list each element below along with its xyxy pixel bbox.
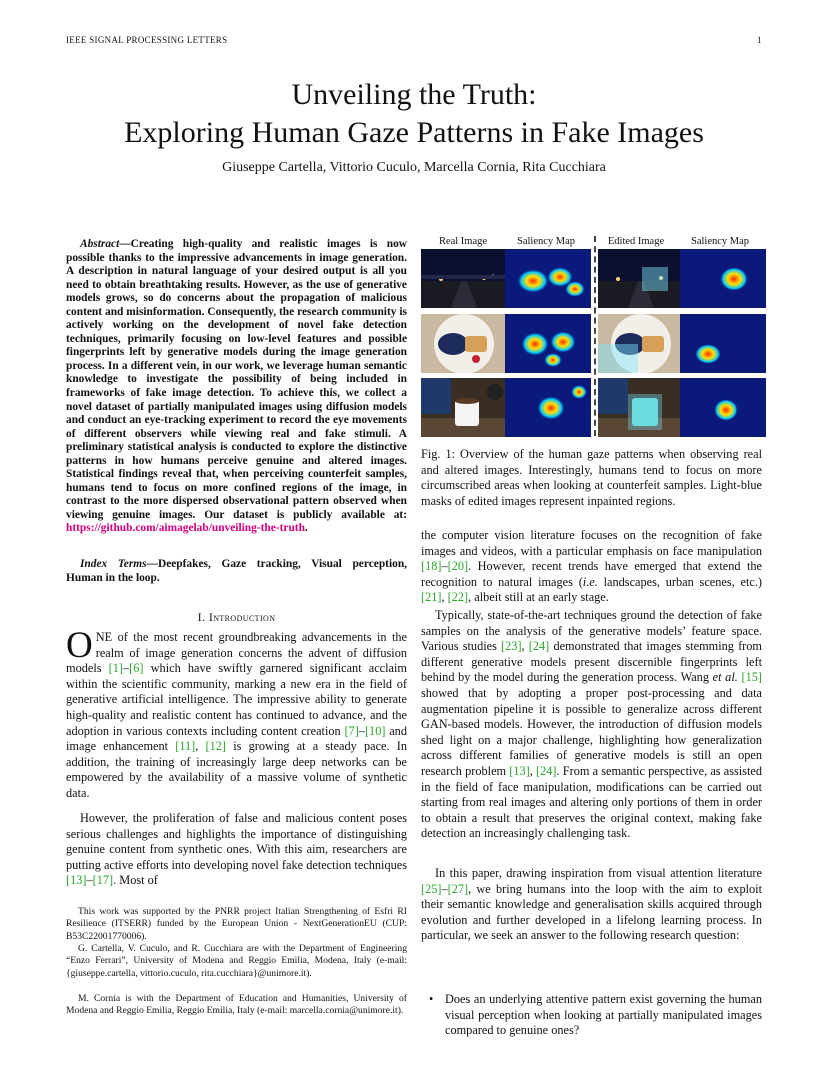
section-title: Introduction xyxy=(208,610,276,624)
page-number: 1 xyxy=(757,35,762,45)
author-list: Giuseppe Cartella, Vittorio Cuculo, Marcella Cornia, Rita Cucchiara xyxy=(222,160,606,175)
citation[interactable]: [18] xyxy=(421,559,442,574)
intro-paragraph-1: ONE of the most recent groundbreaking advancements in the realm of image generation concerns the advent of diffusion models [1]–[6] which have swiftly garnered significant acclaim within the scientific community, marking a new era in the field of generative artificial intelligence. The impressive ability to generate high-quality and realistic content has continued to advance, and the adoption in various contexts including content creation [7]–[10] and image enhancement [11], [12] is growing at a steady pace. In addition, the training of increasingly large deep networks can be empowered by the availability of a massive volume of synthetic data. xyxy=(66,625,407,800)
fig-saliency-real-road xyxy=(505,249,591,308)
fig-image-edited-road xyxy=(598,249,684,308)
research-question-list xyxy=(421,992,762,1039)
fig-saliency-edited-road xyxy=(680,249,766,308)
fig-col-label-saliency-2: Saliency Map xyxy=(690,236,750,247)
citation[interactable]: [17] xyxy=(92,873,114,888)
citation[interactable]: [1] xyxy=(108,661,124,676)
citation[interactable]: [13] xyxy=(66,873,87,888)
paper-title-line2: Exploring Human Gaze Patterns in Fake Images xyxy=(124,116,704,149)
fig-saliency-edited-plate xyxy=(680,314,766,373)
citation[interactable]: [21] xyxy=(421,590,442,605)
bullet-dot: • xyxy=(429,992,434,1006)
footnote-funding: This work was supported by the PNRR project Italian Strengthening of Esfri RI Resilience (ITSERR) funded by the European Union - NextGenerationEU (CUP: B53C22001770006). xyxy=(66,906,407,942)
figure-divider xyxy=(594,236,596,436)
fig-col-label-edited: Edited Image xyxy=(607,236,665,247)
fig-image-real-mug xyxy=(421,378,507,437)
right-paragraph-2: Typically, state-of-the-art techniques ground the detection of fake samples on the analysis of the generative models’ feature space. Various studies [23], [24] demonstrated that images stemming from different generative models present discernible fingerprints left behind by the model during the generation process. Wang et al. [15] showed that by adopting a proper post-processing and data augmentation pipeline it is possible to generalize across different GAN-based models. However, the introduction of diffusion models shed light on a major challenge, highlighting how generalization across different families of generative models is still an open research problem [13], [24]. From a semantic perspective, as assisted in the field of face manipulation, modifications can be carried out starting from real images and altering only portions of them in order to obtain a result that preserves the original context, making fake detection an increasingly challenging task. xyxy=(421,608,762,841)
citation[interactable]: [13] xyxy=(509,763,530,778)
citation[interactable]: [20] xyxy=(447,559,469,574)
section-number: I. xyxy=(197,610,206,624)
section-heading-introduction xyxy=(66,610,407,625)
citation[interactable]: [27] xyxy=(447,881,469,896)
citation[interactable]: [10] xyxy=(364,723,386,738)
abstract-text: —Creating high-quality and realistic images is now possible thanks to the impressive advancements in image generation. A description in natural language of your desired output is all you need to obtain breathtaking results. However, as the use of generative models grows, so do concerns about the propagation of malicious content and misinformation. Consequently, the research community is actively working on the development of novel fake detection techniques, primarily focusing on low-level features and possible fingerprints left by generative models during the image generation process. In a different vein, in our work, we leverage human semantic knowledge to investigate the possibility of being included in frameworks of fake image detection. To achieve this, we collect a novel dataset of partially manipulated images using diffusion models and conduct an eye-tracking experiment to record the eye movements of different observers while viewing real and fake stimuli. A preliminary statistical analysis is conducted to explore the distinctive patterns in how humans perceive genuine and altered images. Statistical findings reveal that, when perceiving counterfeit samples, humans tend to focus on more confined regions of the image, in contrast to the more dispersed observational pattern observed when viewing genuine images. Our dataset is publicly available at: xyxy=(66,238,407,521)
index-terms xyxy=(66,558,407,585)
fig-image-real-plate xyxy=(421,314,507,373)
citation[interactable]: [6] xyxy=(129,661,144,676)
citation[interactable]: [25] xyxy=(421,881,442,896)
footnote-affiliation-2: M. Cornia is with the Department of Education and Humanities, University of Modena and Reggio Emilia, Reggio Emilia, Italy (e-mail: marcella.cornia@unimore.it). xyxy=(66,993,407,1017)
citation[interactable]: [22] xyxy=(447,590,469,605)
figure-caption: Fig. 1: Overview of the human gaze patterns when observing real and altered images. Interestingly, humans tend to focus on more circumscribed areas when looking at counterfeit samples. Light-blue masks of edited images represent inpainted regions. xyxy=(421,447,762,508)
abstract xyxy=(66,238,407,536)
index-terms-label: Index Terms xyxy=(80,558,147,570)
fig-col-label-real: Real Image xyxy=(438,236,488,247)
index-terms-text: —Deepfakes, Gaze tracking, Visual perception, Human in the loop. xyxy=(66,558,407,584)
running-header-journal: IEEE SIGNAL PROCESSING LETTERS xyxy=(66,35,228,45)
research-question-item xyxy=(421,992,762,1039)
research-question-text: Does an underlying attentive pattern exist governing the human visual perception when looking at partially manipulated images compared to genuine ones? xyxy=(445,992,762,1038)
citation[interactable]: [12] xyxy=(205,739,227,754)
fig-saliency-edited-mug xyxy=(680,378,766,437)
right-paragraph-3: In this paper, drawing inspiration from visual attention literature [25]–[27], we bring humans into the loop with the aim to exploit their semantic knowledge and generalisation skills acquired through evolution and further developed in a lifelong learning process. In particular, we seek an answer to the following research question: xyxy=(421,866,762,943)
fig-saliency-real-mug xyxy=(505,378,591,437)
dataset-link[interactable]: https://github.com/aimagelab/unveiling-the-truth xyxy=(66,522,305,535)
citation[interactable]: [23] xyxy=(501,639,522,654)
intro-paragraph-2: However, the proliferation of false and malicious content poses serious challenges and highlights the importance of distinguishing genuine content from synthetic ones. With this aim, researchers are putting active efforts into developing novel fake detection techniques [13]–[17]. Most of xyxy=(66,811,407,888)
abstract-end: . xyxy=(304,522,308,535)
dropcap: O xyxy=(66,625,93,666)
fig-col-label-saliency-1: Saliency Map xyxy=(516,236,576,247)
citation[interactable]: [24] xyxy=(528,639,550,654)
fig-image-edited-mug xyxy=(598,378,684,437)
fig-saliency-real-plate xyxy=(505,314,591,373)
citation[interactable]: [11] xyxy=(175,739,196,754)
citation[interactable]: [7] xyxy=(344,723,359,738)
fig-image-real-road xyxy=(421,249,507,308)
abstract-label: Abstract xyxy=(80,238,120,250)
paper-title-line1: Unveiling the Truth: xyxy=(291,78,537,111)
right-paragraph-1: the computer vision literature focuses on the recognition of fake images and videos, with a particular emphasis on face manipulation [18]–[20]. However, recent trends have emerged that extend the recognition to natural images (i.e. landscapes, urban scenes, etc.) [21], [22], albeit still at an early stage. xyxy=(421,528,762,605)
footnote-affiliation-1: G. Cartella, V. Cuculo, and R. Cucchiara are with the Department of Engineering “Enzo Ferrari”, University of Modena and Reggio Emilia, Modena, Italy (e-mail: {giuseppe.cartella, vittorio.cuculo, rita.cucchiara}@unimore.it). xyxy=(66,943,407,979)
citation[interactable]: [15] xyxy=(741,670,762,685)
fig-image-edited-plate xyxy=(598,314,684,373)
citation[interactable]: [24] xyxy=(536,763,557,778)
